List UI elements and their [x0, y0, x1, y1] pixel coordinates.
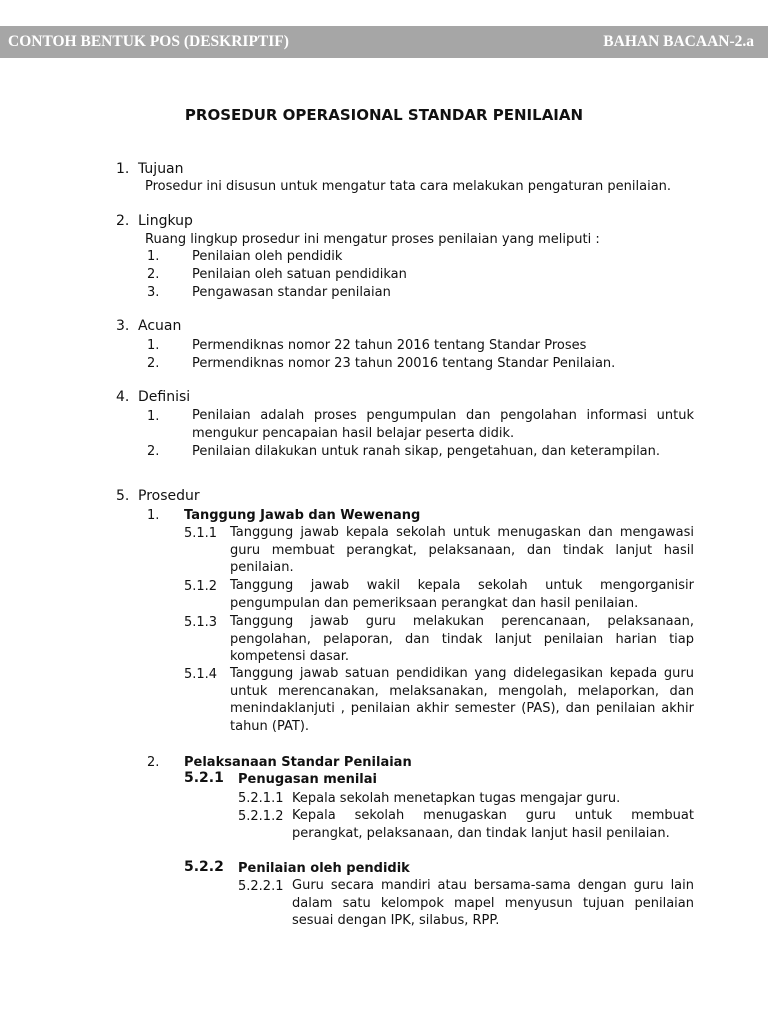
list-item-number: 2. — [147, 267, 160, 282]
section-2-number: 2. — [116, 213, 130, 229]
document-header-bar — [0, 26, 768, 58]
list-item-number: 1. — [147, 409, 160, 424]
subsection-title: Pelaksanaan Standar Penilaian — [184, 755, 412, 770]
list-item-number: 1. — [147, 338, 160, 353]
subsubsection-title: Penugasan menilai — [238, 772, 377, 787]
list-item-number: 2. — [147, 356, 160, 371]
list-item-number: 1. — [147, 249, 160, 264]
list-item: Penilaian dilakukan untuk ranah sikap, pengetahuan, dan keterampilan. — [192, 444, 661, 459]
subsection-title: Tanggung Jawab dan Wewenang — [184, 508, 421, 523]
section-1-number: 1. — [116, 161, 130, 177]
list-item: Pengawasan standar penilaian — [192, 285, 391, 300]
item-text: Kepala sekolah menetapkan tugas mengajar guru. — [292, 791, 621, 806]
header-right-text: BAHAN BACAAN-2.a — [603, 33, 754, 50]
list-item: Permendiknas nomor 22 tahun 2016 tentang Standar Proses — [192, 338, 587, 353]
item-text: Guru secara mandiri atau bersama-sama dengan guru lain dalam satu kelompok mapel menyusun tujuan penilaian sesuai dengan IPK, silabus, RPP. — [292, 878, 694, 929]
list-item: Permendiknas nomor 23 tahun 20016 tentang Standar Penilaian. — [192, 356, 616, 371]
section-4-number: 4. — [116, 389, 130, 405]
section-5-number: 5. — [116, 488, 130, 504]
section-3-heading: Acuan — [138, 318, 182, 334]
item-text: Tanggung jawab wakil kepala sekolah untuk mengorganisir pengumpulan dan pemeriksaan perangkat dan hasil penilaian. — [230, 578, 694, 611]
section-4-heading: Definisi — [138, 389, 191, 405]
item-number: 5.1.2 — [184, 579, 218, 594]
item-number: 5.1.1 — [184, 526, 218, 541]
header-left-text: CONTOH BENTUK POS (DESKRIPTIF) — [8, 33, 289, 50]
subsection-number: 2. — [147, 755, 160, 770]
item-number: 5.2.1.1 — [238, 791, 284, 806]
list-item-number: 2. — [147, 444, 160, 459]
section-2-heading: Lingkup — [138, 213, 193, 229]
section-3-number: 3. — [116, 318, 130, 334]
item-number: 5.2.1.2 — [238, 809, 284, 824]
list-item: Penilaian adalah proses pengumpulan dan pengolahan informasi untuk mengukur pencapaian hasil belajar peserta didik. — [192, 408, 694, 441]
item-number: 5.1.3 — [184, 615, 218, 630]
list-item-number: 3. — [147, 285, 160, 300]
item-text: Tanggung jawab satuan pendidikan yang didelegasikan kepada guru untuk merencanakan, melaksanakan, mengolah, melaporkan, dan menindaklanjuti , penilaian akhir semester (PAS), dan penilaian akhir tahun (PAT). — [230, 666, 694, 734]
section-1-text: Prosedur ini disusun untuk mengatur tata cara melakukan pengaturan penilaian. — [145, 179, 672, 194]
page-title: PROSEDUR OPERASIONAL STANDAR PENILAIAN — [184, 106, 584, 124]
section-2-intro: Ruang lingkup prosedur ini mengatur proses penilaian yang meliputi : — [145, 232, 600, 247]
item-text: Kepala sekolah menugaskan guru untuk membuat perangkat, pelaksanaan, dan tindak lanjut hasil penilaian. — [292, 808, 694, 841]
subsubsection-title: Penilaian oleh pendidik — [238, 861, 410, 876]
list-item: Penilaian oleh satuan pendidikan — [192, 267, 407, 282]
subsubsection-number: 5.2.2 — [184, 859, 224, 875]
section-1-heading: Tujuan — [138, 161, 184, 177]
item-number: 5.1.4 — [184, 667, 218, 682]
subsection-number: 1. — [147, 508, 160, 523]
item-number: 5.2.2.1 — [238, 879, 284, 894]
list-item: Penilaian oleh pendidik — [192, 249, 343, 264]
item-text: Tanggung jawab guru melakukan perencanaan, pelaksanaan, pengolahan, pelaporan, dan tindak lanjut penilaian harian tiap kompetensi dasar. — [230, 614, 694, 665]
subsubsection-number: 5.2.1 — [184, 770, 224, 786]
section-5-heading: Prosedur — [138, 488, 200, 504]
item-text: Tanggung jawab kepala sekolah untuk menugaskan dan mengawasi guru membuat perangkat, pelaksanaan, dan tindak lanjut hasil penilaian. — [230, 525, 694, 576]
